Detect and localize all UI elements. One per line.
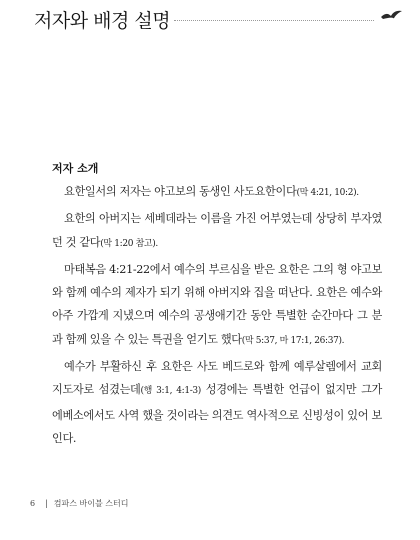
footer-separator: | — [45, 499, 48, 508]
section-heading: 저자 소개 — [52, 162, 99, 175]
header-dotted-rule — [174, 20, 374, 21]
book-title: 컴파스 바이블 스터디 — [53, 499, 129, 508]
page-footer — [30, 498, 128, 509]
paragraph-4 — [52, 355, 382, 450]
scripture-reference: (막 5:37, 마 17:1, 26:37). — [241, 335, 345, 346]
paragraph-2 — [52, 207, 382, 256]
scripture-reference: (행 3:1, 4:1-3) — [140, 386, 201, 397]
paragraph-text: 요한의 아버지는 세베데라는 이름을 가진 어부였는데 상당히 부자였던 것 같다 — [52, 212, 382, 249]
page-header — [34, 6, 404, 34]
chapter-title: 저자와 배경 설명 — [34, 10, 171, 32]
paragraph-text: 예수가 부활하신 후 요한은 사도 베드로와 함께 예루살렘에서 교회 지도자로 섬겼는데 — [52, 360, 382, 397]
paragraph-text: 마태복음 4:21-22에서 예수의 부르심을 받은 요한은 그의 형 야고보와 함께 예수의 제자가 되기 위해 아버지와 집을 떠난다. 요한은 예수와 아주 가깝게 지냈으며 예수의 공생애기간 동안 특별한 순간마다 그 분과 함께 있을 수 있는 특권을 얻기도 했다 — [52, 262, 382, 346]
bird-icon — [380, 8, 404, 24]
scripture-reference: (막 4:21, 10:2). — [296, 188, 359, 198]
paragraph-1 — [52, 180, 382, 205]
body-text — [52, 180, 382, 450]
paragraph-text: 요한일서의 저자는 야고보의 동생인 사도요한이다 — [64, 185, 297, 198]
paragraph-text-continued: 성경에는 특별한 언급이 없지만 그가 에베소에서도 사역 했을 것이라는 의견도 역사적으로 신빙성이 있어 보인다. — [52, 383, 383, 445]
page-number: 6 — [30, 499, 36, 508]
scripture-reference: (막 1:20 참고). — [100, 238, 158, 249]
paragraph-3 — [52, 258, 382, 353]
